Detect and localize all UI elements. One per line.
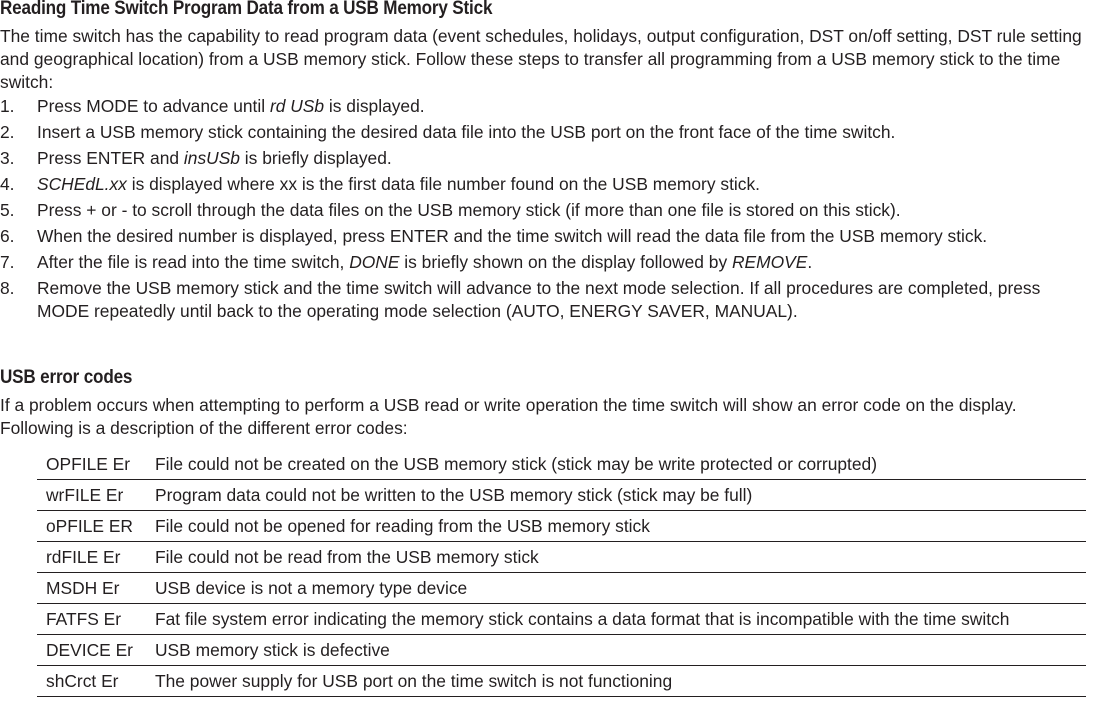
error-code: FATFS Er (37, 604, 146, 635)
error-description: The power supply for USB port on the time switch is not functioning (146, 666, 1086, 697)
section-title-reading-usb: Reading Time Switch Program Data from a USB Memory Stick (0, 0, 493, 19)
table-row (37, 573, 1086, 604)
error-description: File could not be read from the USB memory stick (146, 542, 1086, 573)
table-row (37, 511, 1086, 542)
error-code: oPFILE ER (37, 511, 146, 542)
error-description: File could not be opened for reading from the USB memory stick (146, 511, 1086, 542)
list-item: 7. After the file is read into the time switch, DONE is briefly shown on the display followed by REMOVE. (0, 252, 813, 272)
error-description: File could not be created on the USB memory stick (stick may be write protected or corrupted) (146, 450, 1086, 480)
error-description: Fat file system error indicating the memory stick contains a data format that is incompatible with the time switch (146, 604, 1086, 635)
list-item: 2. Insert a USB memory stick containing the desired data file into the USB port on the front face of the time switch. (0, 122, 896, 142)
error-code: wrFILE Er (37, 480, 146, 511)
steps-list (0, 95, 1096, 323)
error-code: MSDH Er (37, 573, 146, 604)
list-item: 4. SCHEdL.xx is displayed where xx is the first data file number found on the USB memory stick. (0, 174, 760, 194)
table-row (37, 450, 1086, 480)
error-code: OPFILE Er (37, 450, 146, 480)
error-code: DEVICE Er (37, 635, 146, 666)
error-codes-intro: If a problem occurs when attempting to perform a USB read or write operation the time switch will show an error code on the display. Following is a description of the different error codes: (0, 395, 1017, 438)
table-row (37, 480, 1086, 511)
list-item: 1. Press MODE to advance until rd USb is displayed. (0, 96, 425, 116)
list-item: 8. Remove the USB memory stick and the time switch will advance to the next mode selection. If all procedures are completed, press MODE repeatedly until back to the operating mode selection (AUTO, ENERGY SAVER, MANUAL). (0, 278, 1041, 321)
error-description: USB memory stick is defective (146, 635, 1086, 666)
section-title-usb-error-codes: USB error codes (0, 367, 133, 388)
error-code: rdFILE Er (37, 542, 146, 573)
table-row (37, 666, 1086, 697)
error-code: shCrct Er (37, 666, 146, 697)
table-row (37, 604, 1086, 635)
table-row (37, 635, 1086, 666)
error-description: Program data could not be written to the USB memory stick (stick may be full) (146, 480, 1086, 511)
list-item: 3. Press ENTER and insUSb is briefly displayed. (0, 148, 392, 168)
list-item: 5. Press + or - to scroll through the data files on the USB memory stick (if more than one file is stored on this stick). (0, 200, 901, 220)
error-description: USB device is not a memory type device (146, 573, 1086, 604)
error-codes-table (37, 450, 1086, 697)
intro-paragraph: The time switch has the capability to read program data (event schedules, holidays, output configuration, DST on/off setting, DST rule setting and geographical location) from a USB memory stick. Follow these steps to transfer all programming from a USB memory stick to the time switch: (0, 26, 1082, 92)
list-item: 6. When the desired number is displayed, press ENTER and the time switch will read the data file from the USB memory stick. (0, 226, 988, 246)
table-row (37, 542, 1086, 573)
